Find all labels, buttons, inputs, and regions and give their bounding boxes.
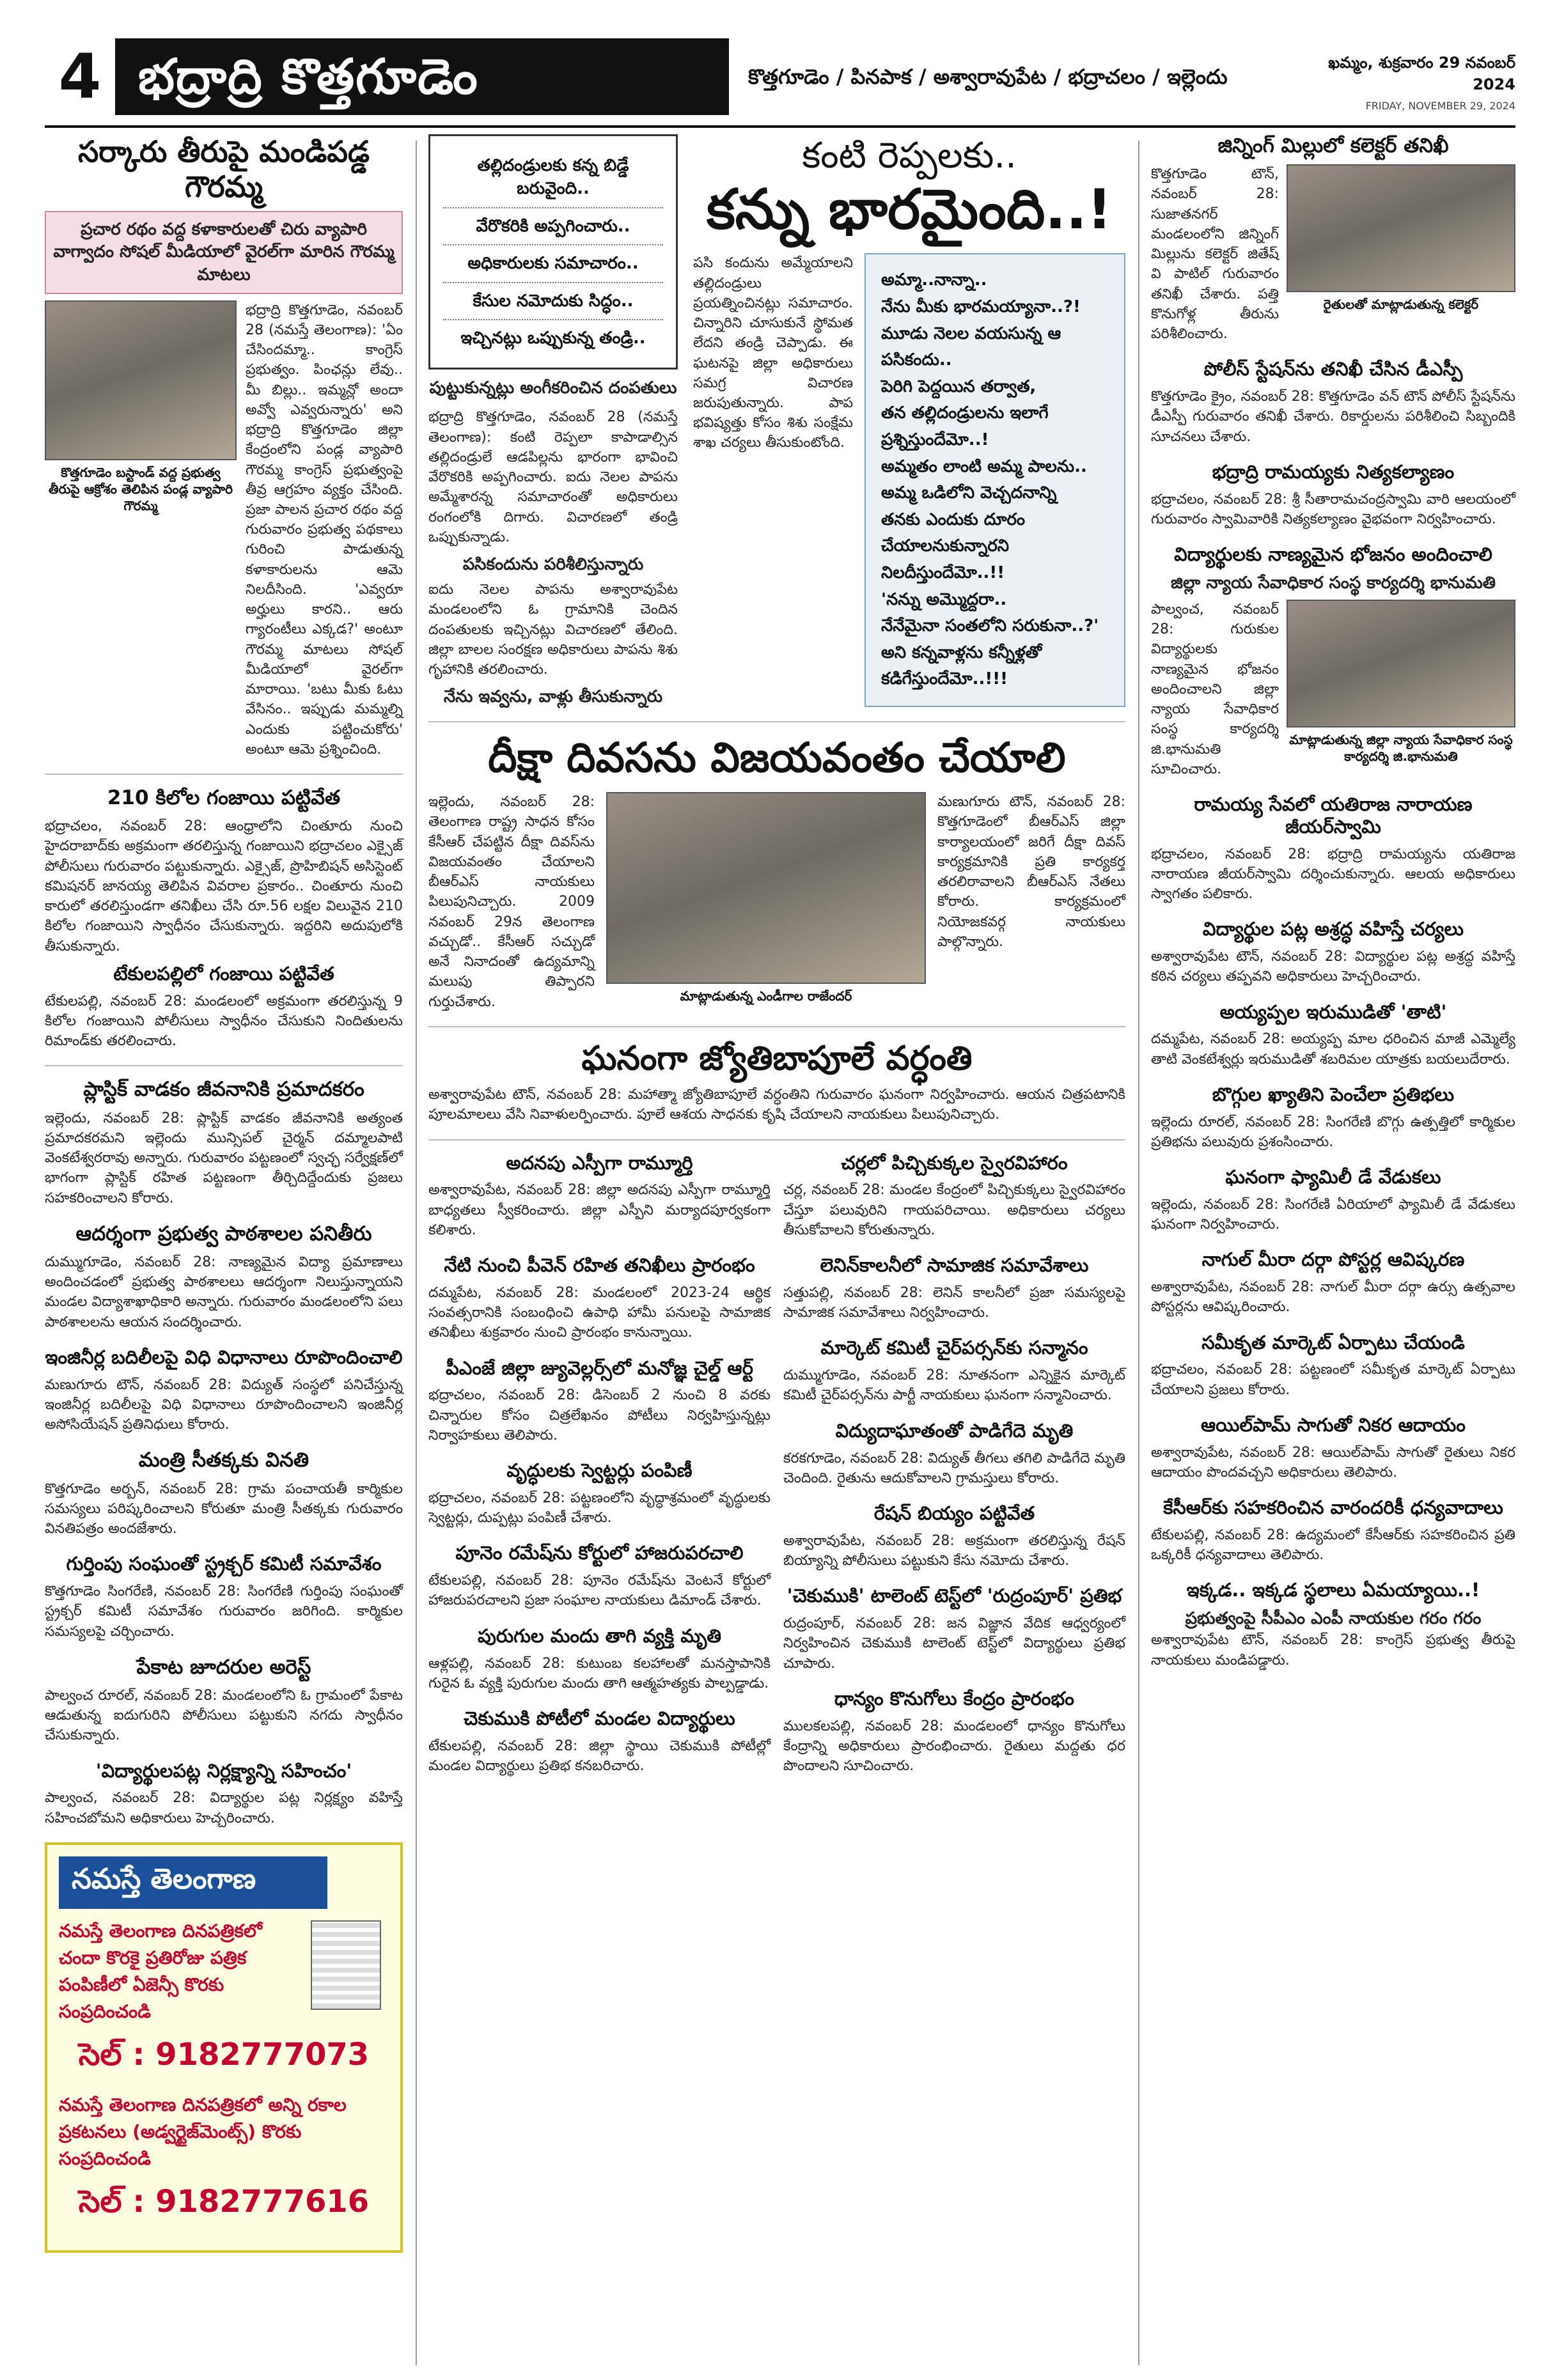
ad-advertising-text: నమస్తే తెలంగాణ దినపత్రికలో అన్ని రకాల ప్రకటనలు (అడ్వర్టైజ్‌మెంట్స్) కొరకు సంప్రదించండి xyxy=(59,2094,347,2169)
story-ganja-seizure xyxy=(45,786,403,1051)
story-body: ఇల్లెందు, నవంబర్ 28: సింగరేణి ఏరియాలో ఫ్యామిలీ డే వేడుకలు ఘనంగా నిర్వహించారు. xyxy=(1151,1196,1515,1233)
story-nitya-kalyanam xyxy=(1151,461,1515,529)
story-headline: కేసీఆర్‌కు సహకరించిన వారందరికీ ధన్యవాదాలు xyxy=(1163,1497,1503,1519)
poem-line: వేరొకరికి అప్పగించారు.. xyxy=(443,208,663,245)
story-headline: మార్కెట్ కమిటీ చైర్‌పర్సన్‌కు సన్మానం xyxy=(820,1337,1088,1359)
story-body: అశ్వారావుపేట టౌన్, నవంబర్ 28: మహాత్మా జ్యోతిబాపూలే వర్ధంతిని గురువారం ఘనంగా నిర్వహించారు. ఆయన చిత్రపటానికి పూలమాలలు వేసి నివాళులర్పించారు. పూలే ఆశయ సాధనకు కృషి చేయాలని నాయకులు పిలుపునిచ్చారు. xyxy=(428,1087,1125,1123)
story-body: పాల్వంచ, నవంబర్ 28: విద్యార్థుల పట్ల నిర్లక్ష్యం వహిస్తే సహించబోమని అధికారులు హెచ్చరించారు. xyxy=(45,1790,403,1826)
divider xyxy=(428,721,1125,722)
baby-sale-lead-story xyxy=(693,134,1125,712)
dateline xyxy=(1285,38,1515,115)
story-headline: గుర్తింపు సంఘంతో స్ట్రక్చర్ కమిటీ సమావేశం xyxy=(66,1553,382,1575)
story-subheadline: ప్రభుత్వంపై సీపీఎం ఎంపీ నాయకుల గరం గరం xyxy=(1185,1609,1482,1629)
story-additional-sp xyxy=(428,1152,771,1241)
story-paddy-centre xyxy=(783,1688,1125,1777)
story-body: కరకగూడెం, నవంబర్ 28: విద్యుత్ తీగలు తగిలి పాడిగేదె మృతి చెందింది. రైతును ఆదుకోవాలని గ్రామస్తులు కోరారు. xyxy=(783,1450,1125,1486)
lead-headline-line2: కన్ను భారమైంది..! xyxy=(707,178,1112,242)
story-headline: సమీకృత మార్కెట్ ఏర్పాటు చేయండి xyxy=(1201,1331,1465,1353)
quote-line: నేనేమైనా సంతలోని సరుకునా..?' xyxy=(881,616,1099,636)
center-lower-right-column xyxy=(783,1152,1125,1791)
poem-line: కేసుల నమోదుకు సిద్ధం.. xyxy=(443,283,663,320)
quote-line: తన తల్లిదండ్రులను ఇలాగే ప్రశ్నిస్తుందేమో..! xyxy=(881,403,1049,449)
column-center xyxy=(428,134,1125,1790)
column-right xyxy=(1151,134,1515,1684)
column-rule xyxy=(1138,141,1139,2365)
story-jeeyar-swamy xyxy=(1151,793,1515,904)
story-body: రుద్రంపూర్, నవంబర్ 28: జన విజ్ఞాన వేదిక ఆధ్వర్యంలో నిర్వహించిన చెకుముకి టాలెంట్ టెస్ట్‌లో విద్యార్థులు ప్రతిభ చూపారు. xyxy=(783,1615,1125,1672)
story-headline: భద్రాద్రి రామయ్యకు నిత్యకల్యాణం xyxy=(1212,460,1455,483)
quote-line: తనకు ఎందుకు దూరం చేయాలనుకున్నారని xyxy=(881,509,1026,556)
quote-line: అమ్మా..నాన్నా.. xyxy=(881,270,987,290)
story-engineers-transfers xyxy=(45,1346,403,1435)
story-subheadline: నేను ఇవ్వను, వాళ్లు తీసుకున్నారు xyxy=(443,687,663,707)
column-rule xyxy=(416,141,417,2365)
story-body: భద్రాచలం, నవంబర్ 28: పట్టణంలోని వృద్ధాశ్రమంలో వృద్ధులకు స్వెట్టర్లు, దుప్పట్లు పంపిణీ చేశారు. xyxy=(428,1489,771,1527)
story-oil-palm xyxy=(1151,1414,1515,1482)
story-subheadline: పసికందును పరిశీలిస్తున్నారు xyxy=(462,555,644,575)
story-headline: ప్లాస్టిక్ వాడకం జీవనానికి ప్రమాదకరం xyxy=(83,1078,364,1101)
story-body: అశ్వారావుపేట టౌన్, నవంబర్ 28: విద్యార్థుల పట్ల అశ్రద్ధ వహిస్తే కఠిన చర్యలు తప్పవని అధికారులు హెచ్చరించారు. xyxy=(1151,949,1515,985)
story-headline: పురుగుల మందు తాగి వ్యక్తి మృతి xyxy=(477,1624,722,1647)
story-lands-missing xyxy=(1151,1579,1515,1670)
story-body: భద్రాచలం, నవంబర్ 28: డిసెంబర్ 2 నుంచి 8 వరకు చిన్నారుల కోసం చిత్రలేఖనం పోటీలు నిర్వహిస్తున్నట్లు నిర్వాహకులు తెలిపారు. xyxy=(428,1387,771,1443)
story-body: ఆళ్లపల్లి, నవంబర్ 28: కుటుంబ కలహాలతో మనస్తాపానికి గురైన ఓ వ్యక్తి పురుగుల మందు తాగి ఆత్మహత్యకు పాల్పడ్డాడు. xyxy=(428,1655,771,1692)
story-headline: ఆయిల్‌పామ్ సాగుతో నికర ఆదాయం xyxy=(1201,1413,1466,1436)
story-body: అశ్వారావుపేట, నవంబర్ 28: అక్రమంగా తరలిస్తున్న రేషన్ బియ్యాన్ని పోలీసులు పట్టుకుని కేసు నమోదు చేశారు. xyxy=(783,1532,1125,1569)
story-headline: అయ్యప్పల ఇరుముడితో 'తాటి' xyxy=(1219,1000,1447,1023)
story-headline: ఇక్కడ.. ఇక్కడ స్థలాలు ఏమయ్యాయి..! xyxy=(1186,1579,1480,1601)
story-body: భద్రాచలం, నవంబర్ 28: భద్రాద్రి రామయ్యను యతిరాజ నారాయణ జీయర్‌స్వామి దర్శించుకున్నారు. ఆలయ అధికారులు స్వాగతం పలికారు. xyxy=(1151,846,1515,903)
story-rudrampur-talent xyxy=(783,1585,1125,1674)
baby-sale-side-story xyxy=(428,134,678,712)
column-left xyxy=(45,134,403,2253)
page-number: 4 xyxy=(58,41,102,113)
story-body: దుమ్ముగూడెం, నవంబర్ 28: నూతనంగా ఎన్నికైన మార్కెట్ కమిటీ చైర్‌పర్సన్‌ను పార్టీ నాయకులు ఘనంగా సన్మానించారు. xyxy=(783,1367,1125,1404)
story-child-art xyxy=(428,1357,771,1446)
story-body: టేకులపల్లి, నవంబర్ 28: ఉద్యమంలో కేసీఆర్‌కు సహకరించిన ప్రతి ఒక్కరికీ ధన్యవాదాలు తెలిపారు. xyxy=(1151,1527,1515,1564)
legal-secretary-photo-caption: మాట్లాడుతున్న జిల్లా న్యాయ సేవాధికార సంస్థ కార్యదర్శి జి.భానుమతి xyxy=(1289,731,1513,764)
story-headline: మంత్రి సీతక్కకు వినతి xyxy=(138,1449,309,1472)
story-body: టేకులపల్లి, నవంబర్ 28: పూనెం రమేష్‌ను వెంటనే కోర్టులో హాజరుపరచాలని ప్రజా సంఘాల నాయకులు డిమాండ్ చేశారు. xyxy=(428,1573,771,1609)
gouramma-photo xyxy=(45,300,237,460)
newspaper-section-title: భద్రాద్రి కొత్తగూడెం xyxy=(115,38,729,115)
story-stray-dogs xyxy=(783,1152,1125,1241)
story-headline: అదనపు ఎస్పీగా రామ్మూర్తి xyxy=(506,1151,693,1174)
deeksha-meeting-photo xyxy=(606,792,926,984)
story-body: అశ్వారావుపేట, నవంబర్ 28: జిల్లా అదనపు ఎస్పీగా రామ్మూర్తి బాధ్యతలు స్వీకరించారు. జిల్లా ఎస్పీని మర్యాదపూర్వకంగా కలిశారు. xyxy=(428,1182,771,1238)
story-body: కొత్తగూడెం అర్బన్, నవంబర్ 28: గ్రామ పంచాయతీ కార్మికుల సమస్యలు పరిష్కరించాలని కోరుతూ మంత్రి సీతక్కకు గురువారం వినతిపత్రం అందజేశారు. xyxy=(45,1481,403,1537)
poem-line: తల్లిదండ్రులకు కన్న బిడ్డే బరువైంది.. xyxy=(443,148,663,208)
story-body: ములకలపల్లి, నవంబర్ 28: మండలంలో ధాన్యం కొనుగోలు కేంద్రాన్ని అధికారులు ప్రారంభించారు. రైతులు మద్దతు ధర పొందాలని సూచించారు. xyxy=(783,1718,1125,1774)
date-telugu: ఖమ్మం, శుక్రవారం 29 నవంబర్ 2024 xyxy=(1328,54,1515,93)
lead-story-gouramma xyxy=(45,134,403,759)
story-seethakka-petition xyxy=(45,1449,403,1539)
quote-line: అని కన్నవాళ్లను కన్నీళ్లతో కడిగేస్తుందేమో..!!! xyxy=(881,642,1042,689)
story-body: మణుగూరు టౌన్, నవంబర్ 28: విద్యుత్ సంస్థలో పనిచేస్తున్న ఇంజినీర్ల బదిలీలపై విధి విధానాలు రూపొందించాలని ఇంజినీర్ల అసోసియేషన్ ప్రతినిధులు కోరారు. xyxy=(45,1376,403,1433)
story-body: దుమ్ముగూడెం, నవంబర్ 28: నాణ్యమైన విద్యా ప్రమాణాలు అందించడంలో ప్రభుత్వ పాఠశాలలు ఆదర్శంగా నిలుస్తున్నాయని మండల విద్యాశాఖాధికారి అన్నారు. గురువారం మండలంలోని పలు పాఠశాలలను ఆయన సందర్శించారు. xyxy=(45,1254,403,1330)
story-body: దమ్మపేట, నవంబర్ 28: మండలంలో 2023-24 ఆర్థిక సంవత్సరానికి సంబంధించి ఉపాధి హామీ పనులపై సామాజిక తనిఖీలు శుక్రవారం నుంచి ప్రారంభం కానున్నాయి. xyxy=(428,1284,771,1341)
quote-line: పెరిగి పెద్దయిన తర్వాత, xyxy=(881,377,1037,396)
story-headline: బొగ్గుల ఖ్యాతిని పెంచేలా ప్రతిభలు xyxy=(1212,1083,1455,1105)
poem-line: అధికారులకు సమాచారం.. xyxy=(443,245,663,283)
story-buffalo-electrocution xyxy=(783,1420,1125,1488)
divider xyxy=(428,1026,1125,1027)
masthead xyxy=(45,38,1515,115)
story-headline: ఇంజినీర్ల బదిలీలపై విధి విధానాలు రూపొందించాలి xyxy=(45,1346,403,1368)
namaste-telangana-advertisement xyxy=(45,1842,403,2253)
lead-headline-line1: కంటి రెప్పలకు.. xyxy=(802,135,1017,176)
ad-phone-advertising: సెల్ : 9182777616 xyxy=(78,2183,370,2220)
story-headline: జిన్నింగ్ మిల్లులో కలెక్టర్ తనిఖీ xyxy=(1217,134,1449,157)
ad-logo: నమస్తే తెలంగాణ xyxy=(59,1856,327,1909)
divider xyxy=(428,1139,1125,1140)
story-body: అశ్వారావుపేట టౌన్, నవంబర్ 28: కాంగ్రెస్ ప్రభుత్వ తీరుపై నాయకులు మండిపడ్డారు. xyxy=(1151,1632,1515,1668)
story-headline: విద్యార్థులకు నాణ్యమైన భోజనం అందించాలి xyxy=(1174,543,1492,566)
newspaper-stack-icon xyxy=(311,1920,381,2010)
story-headline: 'చెకుముకి' టాలెంట్ టెస్ట్‌లో 'రుద్రంపూర్' ప్రతిభ xyxy=(786,1585,1122,1607)
story-body: సత్తుపల్లి, నవంబర్ 28: లెనిన్ కాలనీలో ప్రజా సమస్యలపై సామాజిక సమావేశాలు నిర్వహించారు. xyxy=(783,1284,1125,1321)
story-headline: ధాన్యం కొనుగోలు కేంద్రం ప్రారంభం xyxy=(834,1687,1074,1709)
story-headline: పేకాట జూదరుల అరెస్ట్ xyxy=(136,1655,311,1679)
story-body: అశ్వారావుపేట, నవంబర్ 28: ఆయిల్‌పామ్ సాగుతో రైతులు నికర ఆదాయం పొందవచ్చని అధికారులు తెలిపారు. xyxy=(1151,1444,1515,1481)
story-body: కొత్తగూడెం టౌన్, నవంబర్ 28: సుజాతనగర్ మండలంలోని జిన్నింగ్ మిల్లును కలెక్టర్ జితేష్ వి పాటిల్ గురువారం తనిఖీ చేశారు. పత్తి కొనుగోళ్ల తీరును పరిశీలించారు. xyxy=(1151,166,1279,343)
date-english: FRIDAY, NOVEMBER 29, 2024 xyxy=(1365,100,1515,112)
story-kcr-thanks xyxy=(1151,1497,1515,1565)
poem-line: ఇచ్చినట్లు ఒప్పుకున్న తండ్రి.. xyxy=(460,328,646,348)
story-headline: నాగుల్ మీరా దర్గా పోస్టర్ల ఆవిష్కరణ xyxy=(1201,1248,1465,1271)
story-dargah-posters xyxy=(1151,1248,1515,1317)
story-body: కొత్తగూడెం క్రైం, నవంబర్ 28: కొత్తగూడెం వన్ టౌన్ పోలీస్ స్టేషన్‌ను డీఎస్పీ గురువారం తనిఖీ చేశారు. రికార్డులను పరిశీలించి సిబ్బందికి సూచనలు చేశారు. xyxy=(1151,389,1515,445)
story-body: ఇల్లెందు రూరల్, నవంబర్ 28: సింగరేణి బొగ్గు ఉత్పత్తిలో కార్మికుల ప్రతిభను పలువురు ప్రశంసించారు. xyxy=(1151,1114,1515,1150)
story-body: టేకులపల్లి, నవంబర్ 28: మండలంలో అక్రమంగా తరలిస్తున్న 9 కిలోల గంజాయిని పోలీసులు స్వాధీనం చేసుకుని నిందితులను రిమాండ్‌కు తరలించారు. xyxy=(45,993,403,1050)
story-pesticide-death xyxy=(428,1625,771,1693)
story-headline: 210 కిలోల గంజాయి పట్టివేత xyxy=(107,786,341,810)
ad-subscription-text: నమస్తే తెలంగాణ దినపత్రికలో చందా కొరకై ప్రతిరోజు పత్రిక పంపిణీలో ఏజెన్సీ కొరకు సంప్రదించండి xyxy=(59,1920,262,2022)
story-lenin-colony xyxy=(783,1254,1125,1323)
lead-subheadline: ప్రచార రథం వద్ద కళాకారులతో చిరు వ్యాపారి వాగ్వాదం సోషల్ మీడియాలో వైరల్‌గా మారిన గౌరమ్మ మాటలు xyxy=(45,211,403,293)
story-student-negligence xyxy=(1151,918,1515,986)
story-body: ఇల్లెందు, నవంబర్ 28: తెలంగాణ రాష్ట్ర సాధన కోసం కేసీఆర్ చేపట్టిన దీక్షా దివస్‌ను విజయవంతం చేయాలని బీఆర్ఎస్ నాయకులు పిలుపునిచ్చారు. 2009 నవంబర్ 29న తెలంగాణ వచ్చుడో.. కేసీఆర్ సచ్చుడో అనే నినాదంతో ఉద్యమాన్ని మలుపు తిప్పారని గుర్తుచేశారు. xyxy=(428,794,595,1010)
quote-line: అమ్మ ఒడిలోని వెచ్చదనాన్ని xyxy=(881,483,1057,503)
story-subheadline: జిల్లా న్యాయ సేవాధికార సంస్థ కార్యదర్శి భానుమతి xyxy=(1170,573,1496,593)
story-body: పాల్వంచ, నవంబర్ 28: గురుకుల విద్యార్థులకు నాణ్యమైన భోజనం అందించాలని జిల్లా న్యాయ సేవాధికార సంస్థ కార్యదర్శి జి.భానుమతి సూచించారు. xyxy=(1151,601,1279,777)
story-body: మణుగూరు టౌన్, నవంబర్ 28: కొత్తగూడెంలో బీఆర్ఎస్ జిల్లా కార్యాలయంలో జరిగే దీక్షా దివస్ కార్యక్రమానికి ప్రతి కార్యకర్త తరలిరావాలని బీఆర్ఎస్ నేతలు కోరారు. కార్యక్రమంలో నియోజకవర్గ నాయకులు పాల్గొన్నారు. xyxy=(937,794,1125,950)
story-sweaters xyxy=(428,1459,771,1528)
story-subheadline: టేకులపల్లిలో గంజాయి పట్టివేత xyxy=(113,962,334,984)
poem-caption: పుట్టుకున్నట్లు అంగీకరించిన దంపతులు xyxy=(429,378,677,398)
story-headline: ఘనంగా జ్యోతిబాపూలే వర్ధంతి xyxy=(581,1039,973,1078)
gouramma-photo-caption: కొత్తగూడెం బస్టాండ్ వద్ద ప్రభుత్వ తీరుపై ఆక్రోశం తెలిపిన పండ్ల వ్యాపారి గౌరమ్మ xyxy=(48,464,233,513)
story-headline: చెకుముకి పోటీలో మండల విద్యార్థులు xyxy=(464,1707,735,1729)
deeksha-photo-caption: మాట్లాడుతున్న ఎండీగాల రాజేందర్ xyxy=(680,988,852,1004)
quote-line: 'నన్ను అమ్మొద్దరా.. xyxy=(881,589,1007,609)
masthead-rule xyxy=(45,125,1515,128)
lead-story-body: భద్రాద్రి కొత్తగూడెం, నవంబర్ 28 (నమస్తే తెలంగాణ): 'ఏం చేసిందమ్మా.. కాంగ్రెస్ ప్రభుత్వం. పింఛన్లు లేవు.. మీ బిల్లు.. ఇమ్మన్లో అందా అవ్వో ఎవ్వరున్నారు' అని భద్రాద్రి కొత్తగూడెం జిల్లా కేంద్రంలోని పండ్ల వ్యాపారి గౌరమ్మ కాంగ్రెస్ ప్రభుత్వంపై తీవ్ర ఆగ్రహం వ్యక్తం చేసింది. ప్రజా పాలన ప్రచార రథం వద్ద గురువారం ప్రభుత్వ పథకాలు గురించి పాడుతున్న కళాకారులను ఆమె నిలదీసింది. 'ఎవ్వరూ అర్హులు కారని.. ఆరు గ్యారంటీలు ఎక్కడ?' అంటూ గౌరమ్మ మాటలు సోషల్ మీడియాలో వైరల్‌గా మారాయి. 'బటు మీకు ఓటు వేసినం.. ఇప్పుడు మమ్మల్ని ఎందుకు పట్టించుకోరు' అంటూ ఆమె ప్రశ్నించింది. xyxy=(246,302,403,758)
story-poonem-ramesh xyxy=(428,1542,771,1610)
divider xyxy=(45,1065,403,1066)
story-headline: నేటి నుంచి పీవెన్ రహిత తనిఖీలు ప్రారంభం xyxy=(444,1254,755,1277)
story-chekumuki-students xyxy=(428,1707,771,1776)
story-headline: ఆదర్శంగా ప్రభుత్వ పాఠశాలల పనితీరు xyxy=(75,1222,372,1245)
section-places: కొత్తగూడెం / పినపాక / అశ్వారావుపేట / భద్రాచలం / ఇల్లెందు xyxy=(748,65,1228,89)
story-headline: పోలీస్ స్టేషన్‌ను తనిఖీ చేసిన డీఎస్పీ xyxy=(1203,358,1463,380)
quote-line: నిలదీస్తుందేమో..!! xyxy=(881,563,1005,582)
story-integrated-market xyxy=(1151,1332,1515,1400)
collector-photo-caption: రైతులతో మాట్లాడుతున్న కలెక్టర్ xyxy=(1323,297,1479,313)
story-headline: చర్లలో పిచ్చికుక్కల స్వైరవిహారం xyxy=(841,1151,1068,1174)
story-body: భద్రాచలం, నవంబర్ 28: శ్రీ సీతారామచంద్రస్వామి వారి ఆలయంలో గురువారం స్వామివారికి నిత్యకల్యాణం వైభవంగా నిర్వహించారు. xyxy=(1151,491,1515,527)
story-dsp-inspection xyxy=(1151,358,1515,447)
story-body: దమ్మపేట, నవంబర్ 28: అయ్యప్ప మాల ధరించిన మాజీ ఎమ్మెల్యే తాటి వెంకటేశ్వర్లు ఇరుముడితో శబరిమల యాత్రకు బయలుదేరారు. xyxy=(1151,1031,1515,1068)
story-plastic xyxy=(45,1078,403,1208)
story-ration-rice xyxy=(783,1502,1125,1571)
story-body: చర్ల, నవంబర్ 28: మండల కేంద్రంలో పిచ్చికుక్కలు స్వైరవిహారం చేస్తూ పలువురిని గాయపరిచాయి. అధికారులు చర్యలు తీసుకోవాలని కోరుతున్నారు. xyxy=(783,1182,1125,1238)
story-jyothiba-phule xyxy=(428,1039,1125,1125)
story-social-audit xyxy=(428,1254,771,1343)
story-body: ఇల్లెందు, నవంబర్ 28: ప్లాస్టిక్ వాడకం జీవనానికి అత్యంత ప్రమాదకరమని ఇల్లెందు మున్సిపల్ చైర్మన్ దమ్మాలపాటి వెంకటేశ్వరరావు అన్నారు. గురువారం పట్టణంలో స్వచ్ఛ సర్వేక్షణ్‌లో భాగంగా ప్లాస్టిక్ రహిత పట్టణంగా తీర్చిదిద్దేందుకు ప్రజలు సహకరించాలని కోరారు. xyxy=(45,1110,403,1206)
story-headline: ఘనంగా ఫ్యామిలీ డే వేడుకలు xyxy=(1225,1166,1441,1188)
story-body: కొత్తగూడెం సింగరేణి, నవంబర్ 28: సింగరేణి గుర్తింపు సంఘంతో స్ట్రక్చర్ కమిటీ సమావేశం గురువారం జరిగింది. కార్మికుల సమస్యలపై చర్చించారు. xyxy=(45,1583,403,1640)
story-body: అశ్వారావుపేట, నవంబర్ 28: నాగుల్ మీరా దర్గా ఉర్సు ఉత్సవాల పోస్టర్లను ఆవిష్కరించారు. xyxy=(1151,1279,1515,1316)
story-structure-committee xyxy=(45,1553,403,1642)
story-headline: లెనిన్‌కాలనీలో సామాజిక సమావేశాలు xyxy=(820,1254,1089,1277)
story-body: ఐదు నెలల పాపను అశ్వారావుపేట మండలంలోని ఓ గ్రామానికి చెందిన దంపతులకు ఇచ్చినట్లు విచారణలో తేలింది. జిల్లా బాలల సంరక్షణ అధికారులు పాపను శిశు గృహానికి తరలించారు. xyxy=(428,582,678,678)
story-body: భద్రాచలం, నవంబర్ 28: పట్టణంలో సమీకృత మార్కెట్ ఏర్పాటు చేయాలని ప్రజలు కోరారు. xyxy=(1151,1362,1515,1398)
story-headline: 'విద్యార్థులపట్ల నిర్లక్ష్యాన్ని సహించం' xyxy=(95,1759,352,1782)
story-headline: రేషన్ బియ్యం పట్టివేత xyxy=(873,1502,1035,1524)
legal-secretary-photo xyxy=(1287,600,1515,727)
story-students-neglect xyxy=(45,1760,403,1828)
story-headline: రామయ్య సేవలో యతిరాజ నారాయణ జీయర్‌స్వామి xyxy=(1194,793,1473,837)
center-lower-left-column xyxy=(428,1152,771,1791)
story-body: భద్రాచలం, నవంబర్ 28: ఆంధ్రాలోని చింతూరు నుంచి హైదరాబాద్‌కు అక్రమంగా తరలిస్తున్న గంజాయిని భద్రాచలం ఎక్సైజ్ పోలీసులు గురువారం పట్టుకున్నారు. ఎక్సైజ్, ప్రొహిబిషన్ అసిస్టెంట్ కమిషనర్ జానయ్య తెలిపిన వివరాల ప్రకారం.. చింతూరు నుంచి కారులో తరలిస్తుండగా తనిఖీలు చేసి రూ.56 లక్షల విలువైన 210 కిలోల గంజాయిని స్వాధీనం చేసుకున్నారు. ఇద్దరిని అదుపులోకి తీసుకున్నారు. xyxy=(45,818,403,954)
story-headline: విద్యుదాఘాతంతో పాడిగేదె మృతి xyxy=(835,1419,1074,1442)
story-govt-schools xyxy=(45,1222,403,1332)
story-collector-inspection xyxy=(1151,134,1515,344)
lead-story-body: పసి కందును అమ్మేయాలని తల్లిదండ్రులు ప్రయత్నించినట్లు సమాచారం. చిన్నారిని చూసుకునే స్థోమత లేదని తండ్రి చెప్పాడు. ఈ ఘటనపై జిల్లా అధికారులు సమగ్ర విచారణ జరుపుతున్నారు. పాప భవిష్యత్తు కోసం శిశు సంక్షేమ శాఖ చర్యలు తీసుకుంటోంది. xyxy=(693,255,853,451)
quote-line: నేను మీకు భారమయ్యానా..?! xyxy=(881,297,1081,316)
ad-phone-subscription: సెల్ : 9182777073 xyxy=(78,2036,370,2073)
story-tati-irumudi xyxy=(1151,1001,1515,1069)
story-headline: పూనెం రమేష్‌ను కోర్టులో హాజరుపరచాలి xyxy=(455,1542,744,1564)
story-headline: దీక్షా దివసను విజయవంతం చేయాలి xyxy=(488,735,1066,782)
baby-voice-quote-box xyxy=(865,253,1125,707)
story-quality-food xyxy=(1151,543,1515,779)
story-body: పాల్వంచ రూరల్, నవంబర్ 28: మండలంలోని ఓ గ్రామంలో పేకాట ఆడుతున్న ఐదుగురిని పోలీసులు పట్టుకుని నగదు స్వాధీనం చేసుకున్నారు. xyxy=(45,1687,403,1744)
quote-line: మూడు నెలల వయసున్న ఆ పసికందు.. xyxy=(881,323,1061,370)
divider xyxy=(45,774,403,775)
collector-photo xyxy=(1287,164,1515,292)
story-body: టేకులపల్లి, నవంబర్ 28: జిల్లా స్థాయి చెకుముకి పోటీల్లో మండల విద్యార్థులు ప్రతిభ కనబరిచారు. xyxy=(428,1738,771,1774)
baby-sale-poem-box xyxy=(428,134,678,369)
story-headline: వృద్ధులకు స్వెట్టర్లు పంపిణీ xyxy=(506,1459,692,1482)
story-gamblers-arrest xyxy=(45,1656,403,1746)
story-deeksha-divas xyxy=(428,734,1125,1011)
story-headline: పీఎంజే జిల్లా జ్యువెల్లర్స్‌లో మనోజ్ఞ చైల్డ్ ఆర్ట్ xyxy=(446,1357,753,1379)
story-coal-fame xyxy=(1151,1084,1515,1152)
quote-line: అమ్మతం లాంటి అమ్మ పాలను.. xyxy=(881,456,1087,476)
story-body: భద్రాద్రి కొత్తగూడెం, నవంబర్ 28 (నమస్తే తెలంగాణ): కంటి రెప్పలా కాపాడాల్సిన తల్లిదండ్రులే ఆడపిల్లను భారంగా భావించి వేరొకరికి అప్పగించారు. ఐదు నెలల పాపను అమ్మేశారన్న సమాచారంతో అధికారులు రంగంలోకి దిగారు. విచారణలో తండ్రి ఒప్పుకున్నాడు. xyxy=(428,409,678,545)
story-family-day xyxy=(1151,1166,1515,1234)
story-headline: విద్యార్థుల పట్ల అశ్రద్ధ వహిస్తే చర్యలు xyxy=(1202,918,1464,940)
lead-headline: సర్కారు తీరుపై మండిపడ్డ గౌరమ్మ xyxy=(77,134,370,205)
story-market-chairperson xyxy=(783,1337,1125,1405)
